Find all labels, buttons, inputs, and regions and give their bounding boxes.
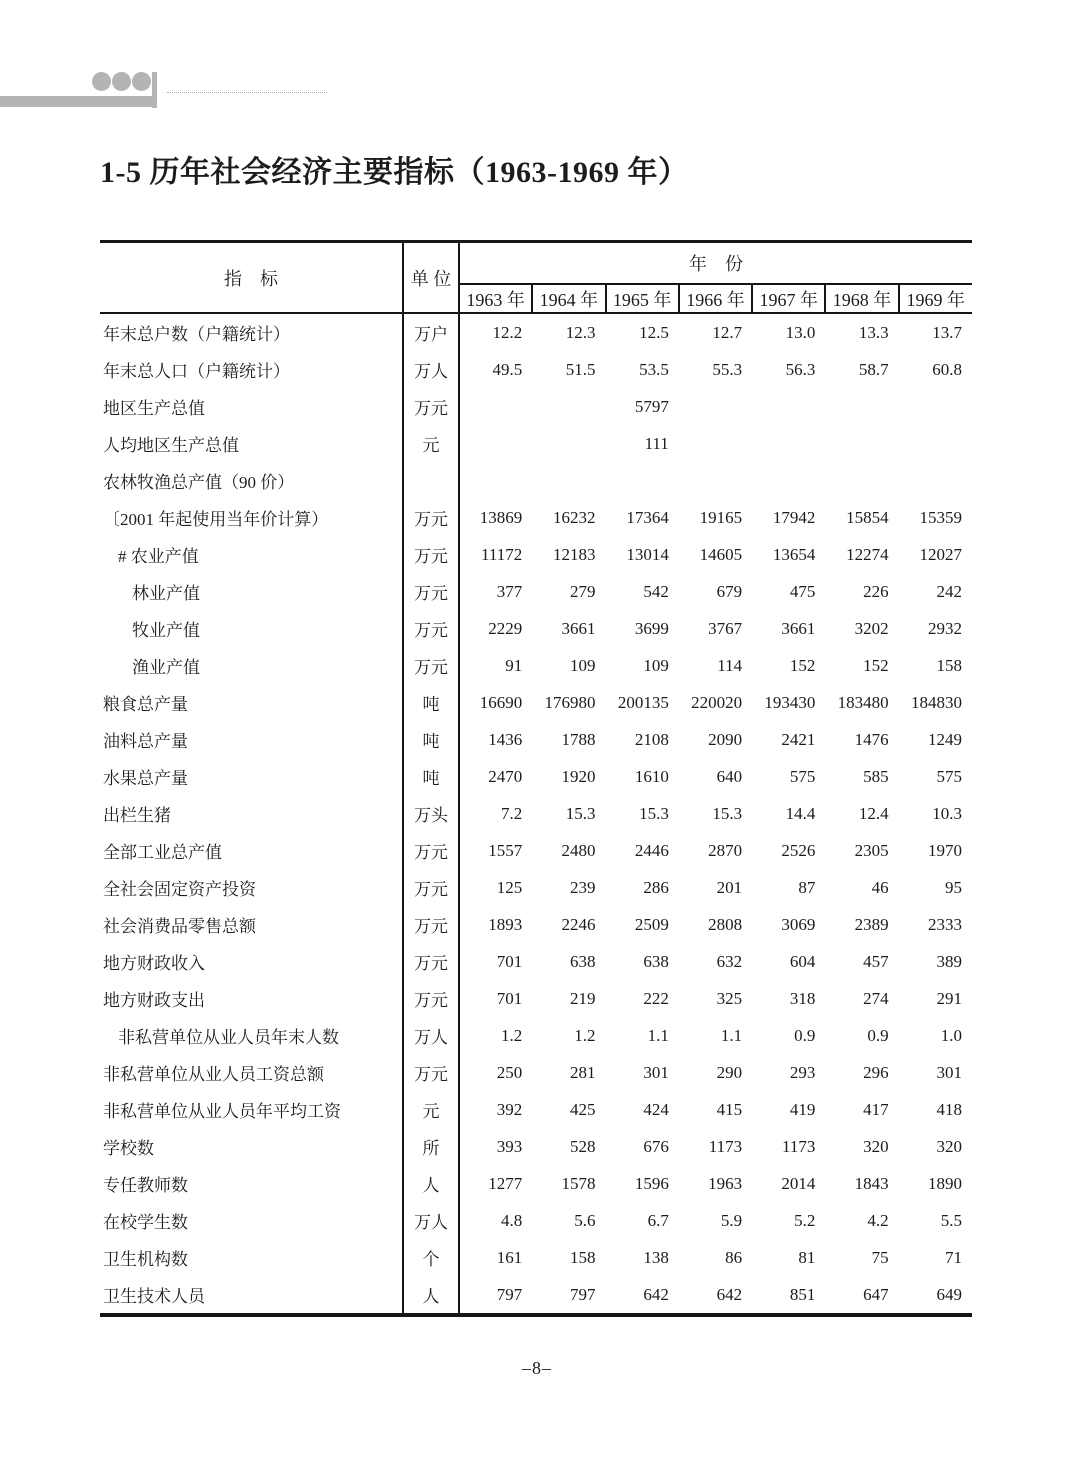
unit-cell: 万元 (403, 536, 459, 573)
value-cell: 2333 (928, 914, 962, 934)
value-cell: 0.9 (794, 1025, 816, 1045)
unit-cell: 万头 (403, 795, 459, 832)
value-cell: 15854 (846, 507, 889, 527)
value-cell: 7.2 (501, 803, 523, 823)
table-row (100, 980, 972, 1017)
value-cell: 638 (643, 951, 669, 971)
value-cell: 1970 (928, 840, 962, 860)
value-cell: 419 (789, 1099, 816, 1119)
value-cell: 2090 (708, 729, 743, 749)
value-cell: 242 (936, 581, 962, 601)
unit-cell: 万元 (403, 1054, 459, 1091)
value-cell: 2526 (781, 840, 816, 860)
value-cell: 12.7 (712, 322, 743, 342)
table-row (100, 832, 972, 869)
value-cell: 281 (570, 1062, 596, 1082)
indicator-cell: 年末总人口（户籍统计） (100, 351, 403, 388)
value-cell (752, 388, 825, 425)
value-cell: 797 (570, 1284, 596, 1304)
table-row (100, 1054, 972, 1091)
statistics-table (100, 240, 972, 1317)
value-cell: 114 (717, 655, 743, 675)
value-cell: 17364 (626, 507, 669, 527)
unit-cell: 万元 (403, 943, 459, 980)
value-cell: 797 (496, 1284, 523, 1304)
indicator-cell: 林业产值 (100, 573, 403, 610)
table-row (100, 721, 972, 758)
value-cell: 1436 (488, 729, 523, 749)
value-cell: 1843 (854, 1173, 889, 1193)
value-cell: 161 (496, 1247, 523, 1267)
value-cell: 15359 (919, 507, 962, 527)
value-cell: 5797 (634, 396, 669, 416)
value-cell: 3699 (634, 618, 669, 638)
unit-cell: 万元 (403, 906, 459, 943)
unit-cell: 万元 (403, 573, 459, 610)
value-cell: 585 (863, 766, 889, 786)
unit-cell: 万元 (403, 869, 459, 906)
value-cell: 1.2 (501, 1025, 523, 1045)
value-cell: 5.2 (794, 1210, 816, 1230)
value-cell: 12183 (553, 544, 596, 564)
indicator-cell: 社会消费品零售总额 (100, 906, 403, 943)
value-cell: 301 (643, 1062, 669, 1082)
value-cell: 393 (496, 1136, 523, 1156)
value-cell: 1277 (488, 1173, 523, 1193)
column-header-year-group: 年 份 (459, 242, 972, 285)
value-cell: 291 (936, 988, 962, 1008)
value-cell: 1557 (488, 840, 523, 860)
unit-cell: 万元 (403, 499, 459, 536)
value-cell: 12.4 (858, 803, 889, 823)
value-cell: 2932 (928, 618, 962, 638)
column-header-year: 1967 年 (752, 284, 825, 313)
value-cell: 290 (716, 1062, 743, 1082)
value-cell: 1173 (708, 1136, 743, 1156)
value-cell: 1963 (708, 1173, 743, 1193)
value-cell: 152 (789, 655, 816, 675)
indicator-cell: 卫生机构数 (100, 1239, 403, 1276)
value-cell: 1476 (854, 729, 889, 749)
value-cell: 2014 (781, 1173, 816, 1193)
value-cell: 1.0 (940, 1025, 962, 1045)
value-cell: 418 (936, 1099, 962, 1119)
column-header-year: 1968 年 (825, 284, 898, 313)
value-cell: 219 (570, 988, 596, 1008)
column-header-year: 1963 年 (459, 284, 532, 313)
value-cell: 15.3 (712, 803, 743, 823)
value-cell (459, 462, 532, 499)
column-header-year: 1969 年 (899, 284, 972, 313)
value-cell (532, 462, 605, 499)
value-cell: 111 (644, 433, 669, 453)
value-cell (606, 462, 679, 499)
value-cell: 2808 (708, 914, 743, 934)
value-cell (825, 388, 898, 425)
value-cell (899, 462, 972, 499)
indicator-cell: 出栏生猪 (100, 795, 403, 832)
value-cell: 158 (570, 1247, 596, 1267)
value-cell: 649 (936, 1284, 962, 1304)
value-cell: 250 (496, 1062, 523, 1082)
value-cell: 10.3 (932, 803, 962, 823)
value-cell: 13014 (626, 544, 669, 564)
table-row (100, 1202, 972, 1239)
table-row (100, 351, 972, 388)
indicator-cell: 非私营单位从业人员年末人数 (100, 1017, 403, 1054)
value-cell: 184830 (911, 692, 962, 712)
indicator-cell: 牧业产值 (100, 610, 403, 647)
value-cell: 1920 (561, 766, 596, 786)
decoration-horizontal-bar (0, 96, 152, 107)
value-cell: 286 (643, 877, 669, 897)
indicator-cell: 农林牧渔总产值（90 价） (100, 462, 403, 499)
unit-cell: 万户 (403, 313, 459, 351)
value-cell: 19165 (699, 507, 743, 527)
table-row (100, 869, 972, 906)
value-cell: 12027 (919, 544, 962, 564)
value-cell (825, 462, 898, 499)
value-cell (679, 462, 752, 499)
value-cell: 13.3 (858, 322, 889, 342)
value-cell: 1788 (561, 729, 596, 749)
decoration-dotted-line (167, 92, 327, 93)
table-row (100, 1276, 972, 1315)
value-cell: 109 (570, 655, 596, 675)
column-header-year: 1966 年 (679, 284, 752, 313)
value-cell: 12274 (846, 544, 889, 564)
circle-icon (112, 72, 131, 91)
value-cell (752, 462, 825, 499)
value-cell: 320 (863, 1136, 889, 1156)
value-cell: 109 (643, 655, 669, 675)
value-cell: 51.5 (565, 359, 596, 379)
value-cell: 3661 (561, 618, 596, 638)
value-cell: 1890 (928, 1173, 962, 1193)
unit-cell: 万人 (403, 1017, 459, 1054)
value-cell: 642 (716, 1284, 743, 1304)
value-cell: 640 (716, 766, 743, 786)
table-row (100, 647, 972, 684)
value-cell (899, 388, 972, 425)
value-cell: 417 (863, 1099, 889, 1119)
value-cell: 2229 (488, 618, 523, 638)
indicator-cell: 人均地区生产总值 (100, 425, 403, 462)
indicator-cell: 全社会固定资产投资 (100, 869, 403, 906)
value-cell: 13.0 (785, 322, 816, 342)
value-cell: 87 (798, 877, 816, 897)
value-cell: 14605 (699, 544, 743, 564)
indicator-cell: 学校数 (100, 1128, 403, 1165)
unit-cell: 万元 (403, 832, 459, 869)
value-cell: 377 (496, 581, 523, 601)
table-row (100, 1165, 972, 1202)
value-cell (899, 425, 972, 462)
value-cell: 13869 (479, 507, 523, 527)
value-cell: 138 (643, 1247, 669, 1267)
value-cell: 424 (643, 1099, 669, 1119)
value-cell: 1578 (561, 1173, 596, 1193)
value-cell: 2108 (634, 729, 669, 749)
value-cell: 2470 (488, 766, 523, 786)
value-cell: 13.7 (932, 322, 962, 342)
page-title: 1-5 历年社会经济主要指标（1963-1969 年） (100, 156, 689, 189)
unit-cell: 个 (403, 1239, 459, 1276)
value-cell: 71 (945, 1247, 962, 1267)
value-cell: 389 (936, 951, 962, 971)
value-cell: 293 (789, 1062, 816, 1082)
indicator-cell: 渔业产值 (100, 647, 403, 684)
unit-cell: 万元 (403, 980, 459, 1017)
table-row (100, 425, 972, 462)
value-cell: 239 (570, 877, 596, 897)
value-cell: 2870 (708, 840, 743, 860)
indicator-cell: # 农业产值 (100, 536, 403, 573)
value-cell: 12.5 (639, 322, 669, 342)
indicator-cell: 地方财政支出 (100, 980, 403, 1017)
table-row (100, 1017, 972, 1054)
column-header-unit: 单 位 (403, 242, 459, 314)
value-cell: 226 (863, 581, 889, 601)
value-cell: 575 (936, 766, 962, 786)
value-cell: 301 (936, 1062, 962, 1082)
value-cell: 152 (863, 655, 889, 675)
value-cell: 2509 (634, 914, 669, 934)
indicator-cell: 地区生产总值 (100, 388, 403, 425)
value-cell: 53.5 (639, 359, 669, 379)
unit-cell: 万人 (403, 1202, 459, 1239)
value-cell: 701 (496, 951, 523, 971)
value-cell: 3661 (781, 618, 816, 638)
column-header-indicator: 指 标 (100, 242, 403, 314)
value-cell: 642 (643, 1284, 669, 1304)
value-cell: 13654 (772, 544, 816, 564)
value-cell: 604 (789, 951, 816, 971)
value-cell: 528 (570, 1136, 596, 1156)
value-cell: 81 (798, 1247, 816, 1267)
value-cell: 475 (789, 581, 816, 601)
indicator-cell: 〔2001 年起使用当年价计算） (100, 499, 403, 536)
value-cell: 15.3 (639, 803, 669, 823)
value-cell: 95 (945, 877, 962, 897)
unit-cell: 万元 (403, 610, 459, 647)
unit-cell: 元 (403, 425, 459, 462)
value-cell: 2421 (781, 729, 816, 749)
value-cell: 296 (863, 1062, 889, 1082)
value-cell: 12.3 (565, 322, 596, 342)
value-cell: 1893 (488, 914, 523, 934)
value-cell: 575 (789, 766, 816, 786)
unit-cell: 万元 (403, 647, 459, 684)
value-cell: 1596 (634, 1173, 669, 1193)
value-cell (459, 388, 532, 425)
table-row (100, 313, 972, 351)
value-cell (825, 425, 898, 462)
value-cell (752, 425, 825, 462)
value-cell: 679 (716, 581, 743, 601)
table-row (100, 758, 972, 795)
value-cell: 274 (863, 988, 889, 1008)
value-cell: 542 (643, 581, 669, 601)
decoration-circles-icon (92, 72, 151, 91)
indicator-cell: 非私营单位从业人员年平均工资 (100, 1091, 403, 1128)
value-cell: 60.8 (932, 359, 962, 379)
table-row (100, 684, 972, 721)
value-cell: 158 (936, 655, 962, 675)
table-body (100, 313, 972, 1315)
table-row (100, 462, 972, 499)
value-cell: 11172 (481, 544, 523, 564)
table-row (100, 1128, 972, 1165)
value-cell: 415 (716, 1099, 743, 1119)
table-header (100, 242, 972, 314)
value-cell: 3767 (708, 618, 743, 638)
value-cell: 46 (871, 877, 889, 897)
table-row (100, 1239, 972, 1276)
value-cell: 5.6 (574, 1210, 596, 1230)
circle-icon (92, 72, 111, 91)
value-cell: 457 (863, 951, 889, 971)
value-cell: 16690 (479, 692, 523, 712)
table-row (100, 610, 972, 647)
value-cell: 4.2 (867, 1210, 889, 1230)
table-row (100, 795, 972, 832)
value-cell: 425 (570, 1099, 596, 1119)
value-cell: 851 (789, 1284, 816, 1304)
value-cell: 200135 (617, 692, 669, 712)
value-cell: 91 (505, 655, 523, 675)
indicator-cell: 油料总产量 (100, 721, 403, 758)
value-cell: 183480 (837, 692, 889, 712)
table-row (100, 499, 972, 536)
indicator-cell: 卫生技术人员 (100, 1276, 403, 1315)
value-cell: 86 (725, 1247, 743, 1267)
value-cell: 220020 (691, 692, 743, 712)
indicator-cell: 地方财政收入 (100, 943, 403, 980)
unit-cell: 元 (403, 1091, 459, 1128)
value-cell: 2480 (561, 840, 596, 860)
value-cell: 1.1 (720, 1025, 743, 1045)
table-row (100, 573, 972, 610)
value-cell: 676 (643, 1136, 669, 1156)
value-cell: 15.3 (565, 803, 596, 823)
indicator-cell: 在校学生数 (100, 1202, 403, 1239)
circle-icon (132, 72, 151, 91)
value-cell: 58.7 (858, 359, 889, 379)
value-cell (679, 388, 752, 425)
value-cell: 2246 (561, 914, 596, 934)
indicator-cell: 水果总产量 (100, 758, 403, 795)
value-cell (459, 425, 532, 462)
value-cell: 318 (789, 988, 816, 1008)
value-cell: 56.3 (785, 359, 816, 379)
value-cell: 176980 (544, 692, 596, 712)
value-cell: 3069 (781, 914, 816, 934)
unit-cell: 吨 (403, 721, 459, 758)
indicator-cell: 年末总户数（户籍统计） (100, 313, 403, 351)
value-cell: 3202 (854, 618, 889, 638)
value-cell: 638 (570, 951, 596, 971)
value-cell: 75 (871, 1247, 889, 1267)
column-header-year: 1965 年 (606, 284, 679, 313)
value-cell: 55.3 (712, 359, 743, 379)
value-cell: 201 (716, 877, 743, 897)
table-row (100, 943, 972, 980)
table-row (100, 388, 972, 425)
value-cell: 14.4 (785, 803, 816, 823)
table-row (100, 536, 972, 573)
value-cell: 4.8 (501, 1210, 523, 1230)
value-cell: 2446 (634, 840, 669, 860)
value-cell: 193430 (764, 692, 816, 712)
table-row (100, 1091, 972, 1128)
value-cell: 279 (570, 581, 596, 601)
value-cell: 632 (716, 951, 743, 971)
value-cell: 125 (496, 877, 523, 897)
unit-cell: 万人 (403, 351, 459, 388)
value-cell: 5.9 (720, 1210, 743, 1230)
value-cell: 49.5 (492, 359, 523, 379)
value-cell: 320 (936, 1136, 962, 1156)
value-cell: 222 (643, 988, 669, 1008)
page-number: –8– (522, 1358, 552, 1378)
unit-cell (403, 462, 459, 499)
value-cell: 1610 (634, 766, 669, 786)
indicator-cell: 全部工业总产值 (100, 832, 403, 869)
value-cell: 647 (863, 1284, 889, 1304)
value-cell: 325 (716, 988, 743, 1008)
value-cell: 1.1 (647, 1025, 669, 1045)
value-cell: 2305 (854, 840, 889, 860)
value-cell: 701 (496, 988, 523, 1008)
value-cell: 0.9 (867, 1025, 889, 1045)
unit-cell: 万元 (403, 388, 459, 425)
value-cell: 1173 (781, 1136, 816, 1156)
decoration-vertical-rule (152, 72, 157, 108)
value-cell: 392 (496, 1099, 523, 1119)
value-cell: 5.5 (940, 1210, 962, 1230)
indicator-cell: 专任教师数 (100, 1165, 403, 1202)
value-cell (679, 425, 752, 462)
value-cell: 2389 (854, 914, 889, 934)
header-row-top (100, 242, 972, 285)
value-cell: 1249 (928, 729, 962, 749)
column-header-year: 1964 年 (532, 284, 605, 313)
value-cell: 6.7 (647, 1210, 669, 1230)
value-cell (532, 425, 605, 462)
unit-cell: 吨 (403, 684, 459, 721)
unit-cell: 所 (403, 1128, 459, 1165)
value-cell: 12.2 (492, 322, 523, 342)
unit-cell: 人 (403, 1165, 459, 1202)
value-cell (532, 388, 605, 425)
indicator-cell: 非私营单位从业人员工资总额 (100, 1054, 403, 1091)
unit-cell: 人 (403, 1276, 459, 1315)
value-cell: 16232 (553, 507, 596, 527)
value-cell: 17942 (772, 507, 816, 527)
value-cell: 1.2 (574, 1025, 596, 1045)
unit-cell: 吨 (403, 758, 459, 795)
table-row (100, 906, 972, 943)
indicator-cell: 粮食总产量 (100, 684, 403, 721)
